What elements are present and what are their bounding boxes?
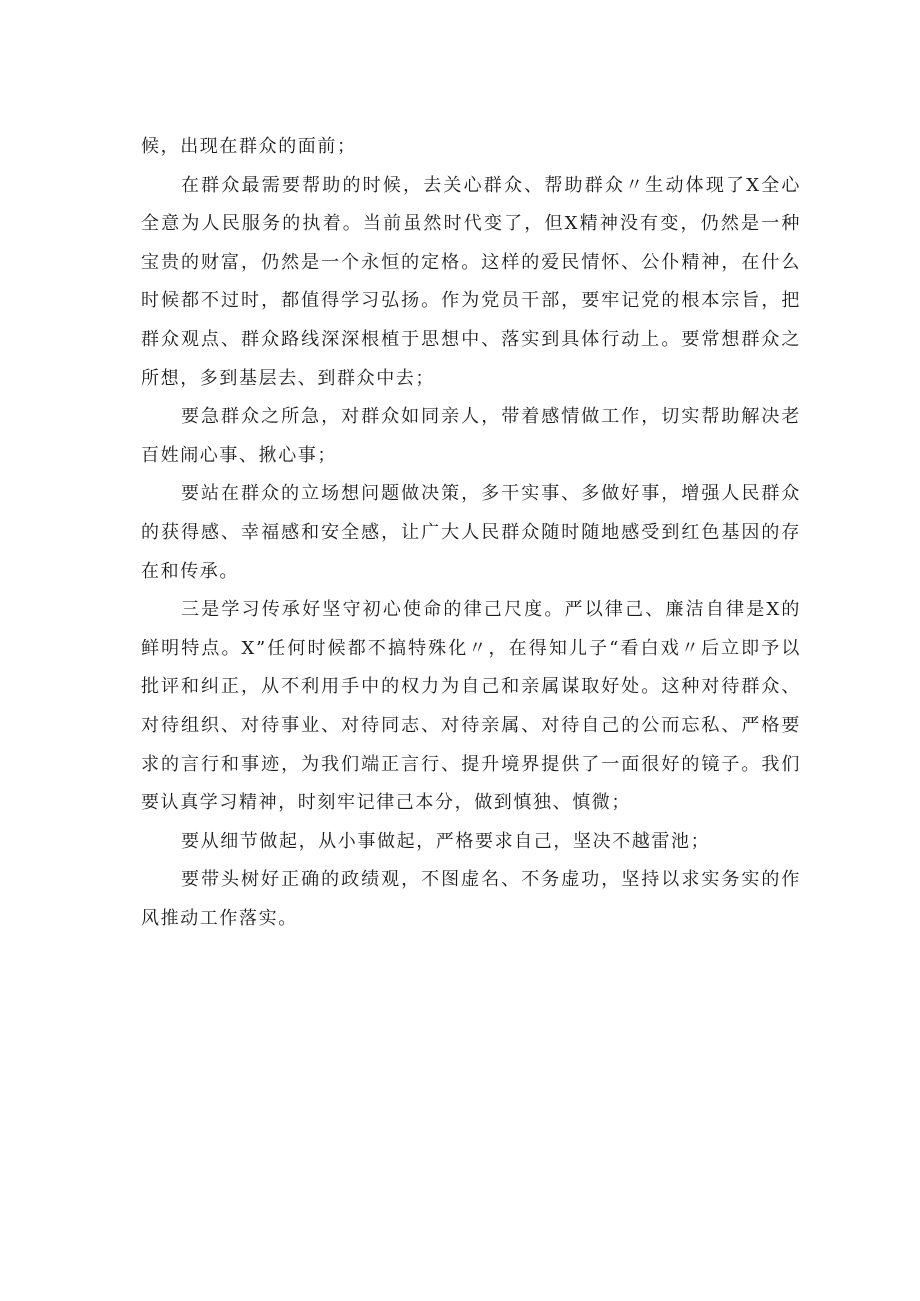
paragraph-continued: 候，出现在群众的面前；: [141, 136, 357, 157]
document-body: [141, 128, 801, 938]
paragraph-serve-people: 在群众最需要帮助的时候，去关心群众、帮助群众〃生动体现了X全心全意为人民服务的执着。当前虽然时代变了，但X精神没有变，仍然是一种宝贵的财富，仍然是一个永恒的定格。这样的爱民情怀、公仆精神，在什么时候都不过时，都值得学习弘扬。作为党员干部，要牢记党的根本宗旨，把群众观点、群众路线深深根植于思想中、落实到具体行动上。要常想群众之所想，多到基层去、到群众中去；: [141, 174, 801, 389]
paragraph-performance-view: 要带头树好正确的政绩观，不图虚名、不务虚功，坚持以求实务实的作风推动工作落实。: [141, 869, 801, 929]
paragraph-urgent-needs: 要急群众之所急，对群众如同亲人，带着感情做工作，切实帮助解决老百姓闹心事、揪心事；: [141, 406, 801, 466]
paragraph-masses-stance: 要站在群众的立场想问题做决策，多干实事、多做好事，增强人民群众的获得感、幸福感和安全感，让广大人民群众随时随地感受到红色基因的存在和传承。: [141, 483, 801, 582]
paragraph-self-discipline: 三是学习传承好坚守初心使命的律己尺度。严以律己、廉洁自律是X的鲜明特点。X”任何时候都不搞特殊化〃，在得知儿子“看白戏〃后立即予以批评和纠正，从不利用手中的权力为自己和亲属谋取好处。这种对待群众、对待组织、对待事业、对待同志、对待亲属、对待自己的公而忘私、严格要求的言行和事迹，为我们端正言行、提升境界提供了一面很好的镜子。我们要认真学习精神，时刻牢记律己本分，做到慎独、慎微；: [141, 599, 801, 814]
paragraph-details: 要从细节做起，从小事做起，严格要求自己，坚决不越雷池；: [181, 830, 711, 852]
